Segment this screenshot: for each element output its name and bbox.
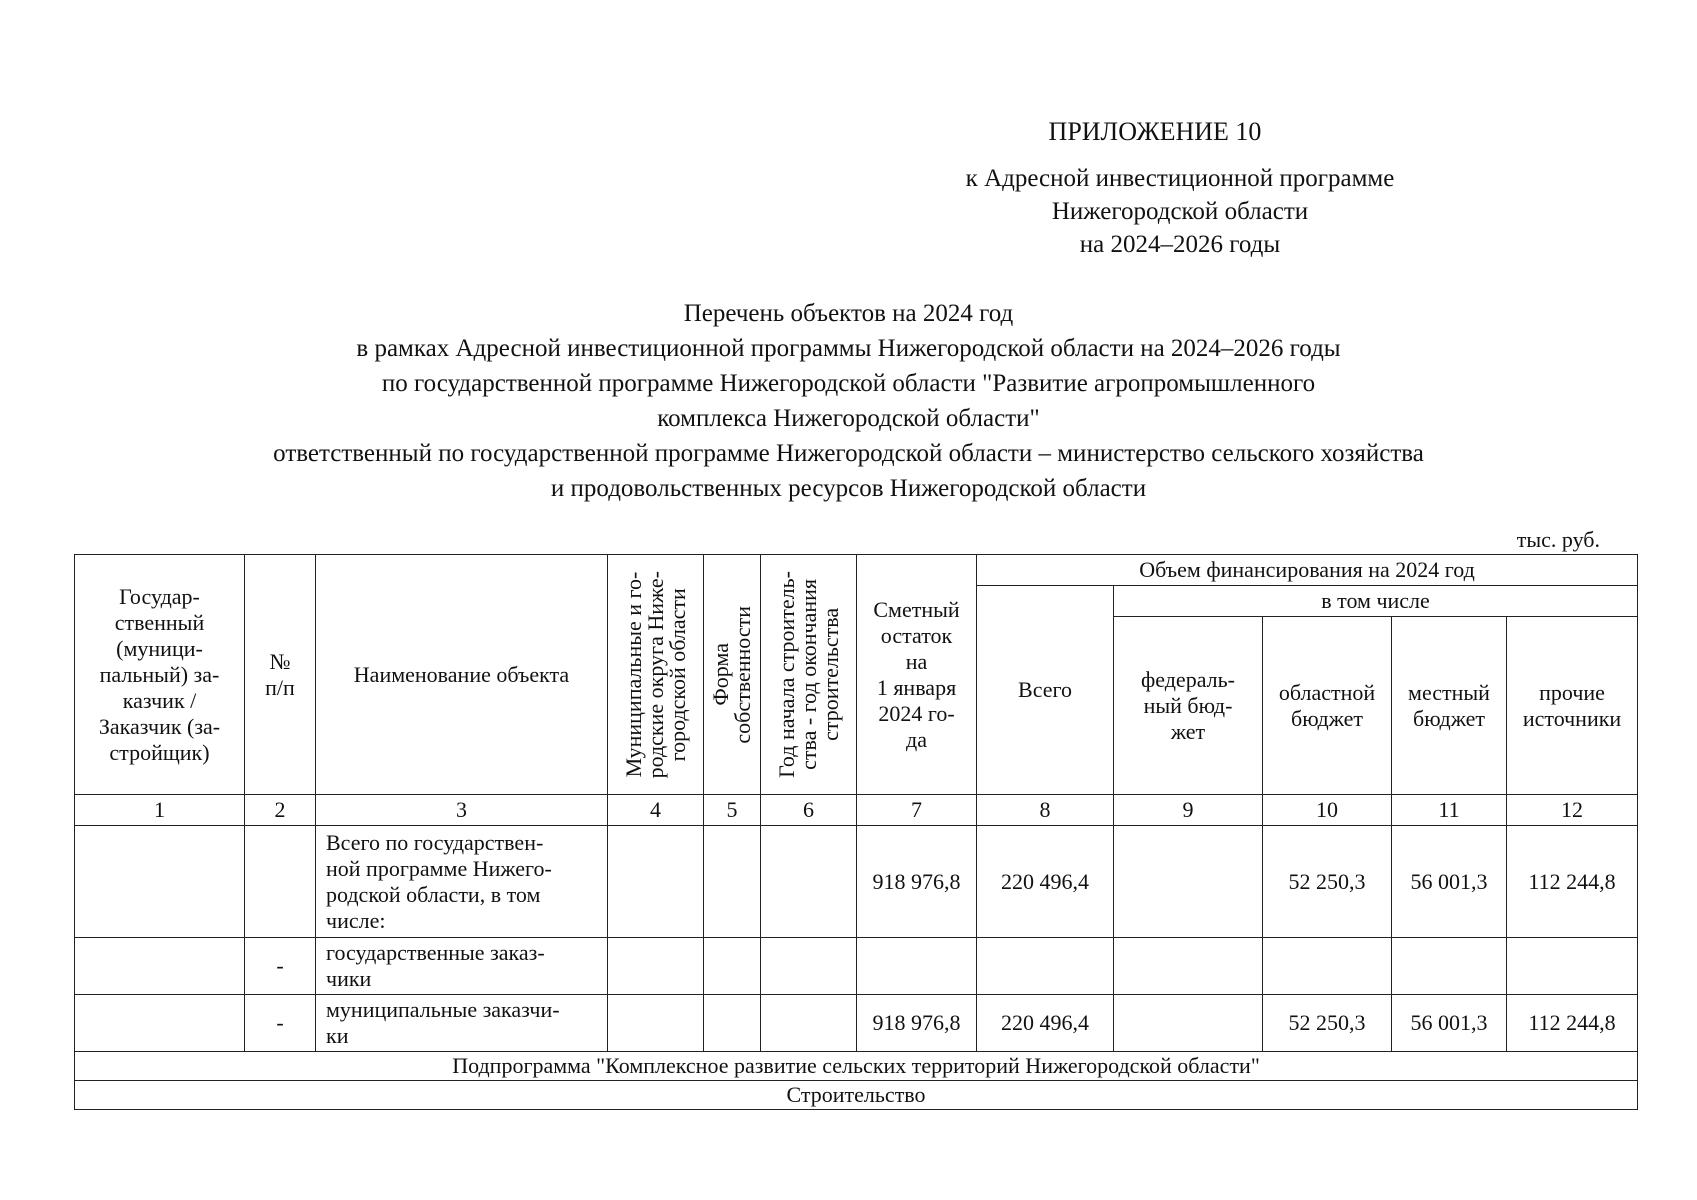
- cell-federal: [1114, 938, 1263, 995]
- header-row-1: [75, 555, 1638, 586]
- cell-other: 112 244,8: [1507, 995, 1638, 1052]
- header-funding-group: Объем финансирования на 2024 год: [977, 555, 1638, 586]
- appendix-subtitle-line-1: к Адресной инвестиционной программе: [965, 165, 1395, 192]
- column-number: 1: [75, 795, 245, 826]
- column-number: 2: [245, 795, 316, 826]
- appendix-subtitle-line-3: на 2024–2026 годы: [1079, 231, 1281, 258]
- cell-customer: [75, 826, 245, 938]
- section-row: [75, 1081, 1638, 1110]
- title-line-4: комплекса Нижегородской области": [657, 405, 1040, 432]
- column-number: 4: [608, 795, 704, 826]
- title-line-3: по государственной программе Нижегородской области "Развитие агропромышленного: [381, 370, 1316, 397]
- cell-number: [245, 826, 316, 938]
- cell-local: 56 001,3: [1392, 995, 1507, 1052]
- column-number: 8: [977, 795, 1114, 826]
- cell-customer: [75, 938, 245, 995]
- cell-total: 220 496,4: [977, 995, 1114, 1052]
- header-ownership: Форма собственности: [704, 555, 761, 795]
- header-total: Всего: [977, 586, 1114, 795]
- header-regional: областной бюджет: [1263, 617, 1392, 795]
- column-number: 7: [857, 795, 977, 826]
- cell-number: -: [245, 938, 316, 995]
- header-including: в том числе: [1114, 586, 1638, 617]
- column-number: 3: [316, 795, 608, 826]
- cell-estimate: 918 976,8: [857, 995, 977, 1052]
- cell-ownership: [704, 938, 761, 995]
- cell-ownership: [704, 826, 761, 938]
- column-number: 10: [1263, 795, 1392, 826]
- cell-federal: [1114, 826, 1263, 938]
- cell-other: [1507, 938, 1638, 995]
- cell-regional: 52 250,3: [1263, 995, 1392, 1052]
- subprogram-title: Подпрограмма "Комплексное развитие сельских территорий Нижегородской области": [75, 1052, 1638, 1081]
- column-number: 12: [1507, 795, 1638, 826]
- cell-local: [1392, 938, 1507, 995]
- cell-municipality: [608, 826, 704, 938]
- objects-table: [74, 554, 1638, 1110]
- column-numbers-row: [75, 795, 1638, 826]
- cell-customer: [75, 995, 245, 1052]
- cell-years: [761, 938, 857, 995]
- header-federal: федераль- ный бюд- жет: [1114, 617, 1263, 795]
- header-other: прочие источники: [1507, 617, 1638, 795]
- column-number: 11: [1392, 795, 1507, 826]
- cell-object-name: государственные заказ- чики: [316, 938, 608, 995]
- appendix-subtitle-line-2: Нижегородской области: [1051, 198, 1309, 225]
- cell-federal: [1114, 995, 1263, 1052]
- document-title: [0, 296, 1697, 506]
- column-number: 9: [1114, 795, 1263, 826]
- section-title: Строительство: [75, 1081, 1638, 1110]
- units-label: тыс. руб.: [1516, 527, 1600, 552]
- header-number: № п/п: [245, 555, 316, 795]
- cell-years: [761, 826, 857, 938]
- cell-years: [761, 995, 857, 1052]
- title-line-1: Перечень объектов на 2024 год: [683, 300, 1014, 327]
- cell-municipality: [608, 938, 704, 995]
- cell-object-name: муниципальные заказчи- ки: [316, 995, 608, 1052]
- column-number: 5: [704, 795, 761, 826]
- title-line-5: ответственный по государственной программе Нижегородской области – министерство сельского хозяйства: [273, 440, 1424, 467]
- header-construction-years: Год начала строитель- ства - год окончания строительства: [761, 555, 857, 795]
- cell-estimate: [857, 938, 977, 995]
- header-customer: Государ- ственный (муници- пальный) за- казчик / Заказчик (за- стройщик): [75, 555, 245, 795]
- table-row: [75, 995, 1638, 1052]
- cell-local: 56 001,3: [1392, 826, 1507, 938]
- cell-ownership: [704, 995, 761, 1052]
- table-row: [75, 826, 1638, 938]
- header-object-name: Наименование объекта: [316, 555, 608, 795]
- appendix-title: ПРИЛОЖЕНИЕ 10: [1048, 117, 1262, 146]
- cell-estimate: 918 976,8: [857, 826, 977, 938]
- cell-other: 112 244,8: [1507, 826, 1638, 938]
- cell-number: -: [245, 995, 316, 1052]
- header-local: местный бюджет: [1392, 617, 1507, 795]
- table-row: [75, 938, 1638, 995]
- cell-total: 220 496,4: [977, 826, 1114, 938]
- cell-regional: [1263, 938, 1392, 995]
- header-municipalities: Муниципальные и го- родские округа Ниже- городской области: [608, 555, 704, 795]
- header-estimate-balance: Сметный остаток на 1 января 2024 го- да: [857, 555, 977, 795]
- cell-municipality: [608, 995, 704, 1052]
- column-number: 6: [761, 795, 857, 826]
- cell-total: [977, 938, 1114, 995]
- cell-object-name: Всего по государствен- ной программе Нижего- родской области, в том числе:: [316, 826, 608, 938]
- cell-regional: 52 250,3: [1263, 826, 1392, 938]
- subprogram-row: [75, 1052, 1638, 1081]
- title-line-2: в рамках Адресной инвестиционной программы Нижегородской области на 2024–2026 годы: [356, 335, 1341, 362]
- title-line-6: и продовольственных ресурсов Нижегородской области: [550, 475, 1147, 502]
